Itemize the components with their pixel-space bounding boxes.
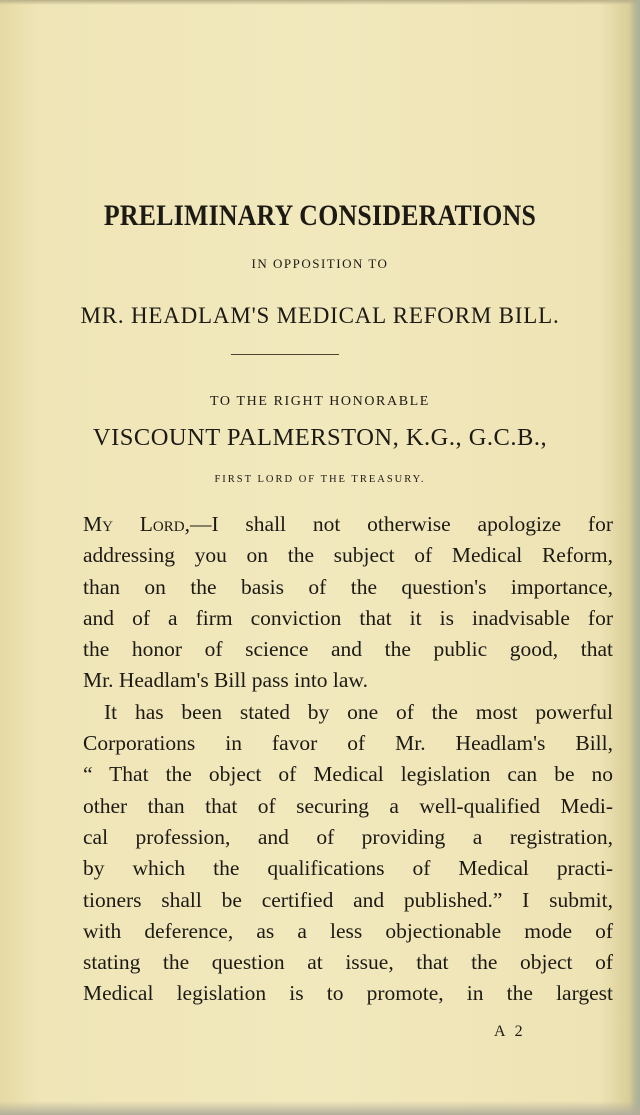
body-line-12: by which the qualifications of Medical practi- xyxy=(83,856,613,881)
dedication-line: TO THE RIGHT HONORABLE xyxy=(210,394,430,409)
salutation: My Lord, xyxy=(83,512,190,536)
recipient-name: VISCOUNT PALMERSTON, K.G., G.C.B., xyxy=(92,424,548,451)
body-line-10: other than that of securing a well-qualified Medi- xyxy=(83,793,613,818)
body-line-7: It has been stated by one of the most powerful xyxy=(104,699,613,724)
page-title: PRELIMINARY CONSIDERATIONS xyxy=(103,199,537,232)
body-line-14: with deference, as a less objectionable mode of xyxy=(83,918,613,943)
body-line-13: tioners shall be certified and published.” I submit, xyxy=(83,887,613,912)
divider-rule xyxy=(231,354,339,355)
recipient-office: FIRST LORD OF THE TREASURY. xyxy=(214,474,426,485)
page-top-edge xyxy=(0,0,640,5)
page-bottom-edge xyxy=(0,1101,640,1115)
body-line-5: the honor of science and the public good, that xyxy=(83,637,613,662)
body-line-11: cal profession, and of providing a registration, xyxy=(83,824,613,849)
body-line-2: addressing you on the subject of Medical Reform, xyxy=(83,543,613,568)
body-line-4: and of a firm conviction that it is inadvisable for xyxy=(83,605,613,630)
signature-mark: A 2 xyxy=(494,1023,526,1040)
body-line-6: Mr. Headlam's Bill pass into law. xyxy=(83,668,368,693)
subtitle: IN OPPOSITION TO xyxy=(251,256,389,271)
page-right-edge xyxy=(630,0,640,1115)
body-line-3: than on the basis of the question's importance, xyxy=(83,574,613,599)
bill-title: MR. HEADLAM'S MEDICAL REFORM BILL. xyxy=(80,303,560,328)
body-line-15: stating the question at issue, that the object of xyxy=(83,950,613,975)
body-line-9: “ That the object of Medical legislation can be no xyxy=(83,762,613,787)
body-line-16: Medical legislation is to promote, in the largest xyxy=(83,981,613,1006)
body-line-8: Corporations in favor of Mr. Headlam's Bill, xyxy=(83,731,613,756)
letter-body xyxy=(83,509,613,1010)
body-line-1: My Lord,—I shall not otherwise apologize for xyxy=(83,512,613,536)
